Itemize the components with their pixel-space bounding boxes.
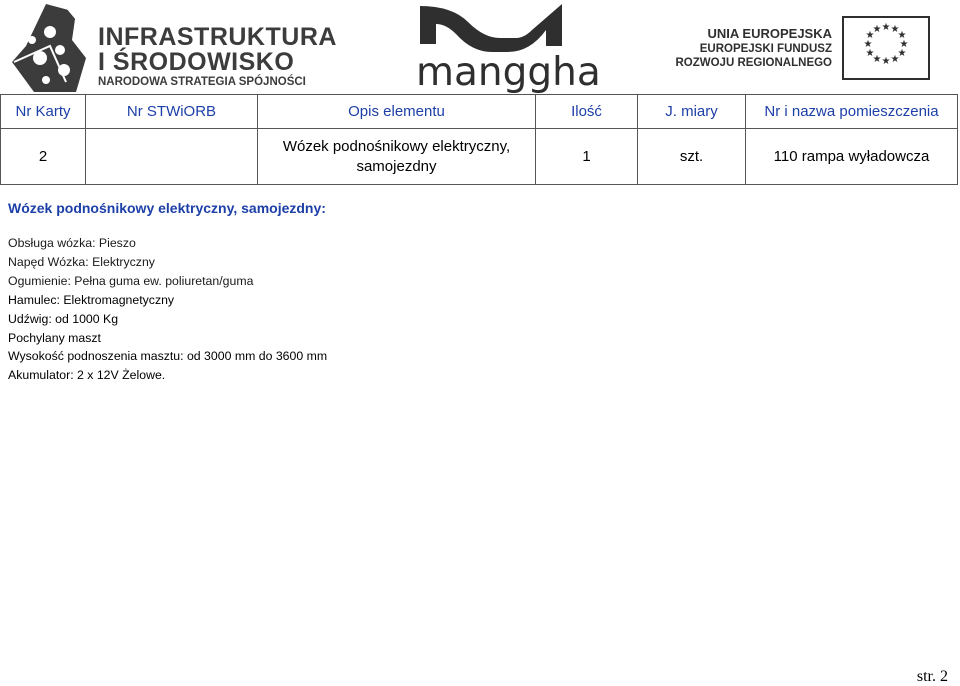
spec-item: Ogumienie: Pełna guma ew. poliuretan/guma bbox=[8, 273, 254, 288]
cell-nr-stwiorb bbox=[86, 129, 258, 185]
svg-text:★: ★ bbox=[890, 24, 900, 35]
svg-text:★: ★ bbox=[865, 48, 875, 59]
cell-pomieszczenie: 110 rampa wyładowcza bbox=[746, 129, 958, 185]
cell-j-miary: szt. bbox=[638, 129, 746, 185]
table-row bbox=[1, 129, 958, 185]
cell-ilosc: 1 bbox=[536, 129, 638, 185]
logo-is-line1: INFRASTRUKTURA bbox=[98, 23, 337, 51]
spec-item: Pochylany maszt bbox=[8, 330, 101, 345]
svg-text:★: ★ bbox=[872, 24, 882, 35]
spec-item: Akumulator: 2 x 12V Żelowe. bbox=[8, 368, 166, 383]
svg-text:★: ★ bbox=[881, 56, 891, 67]
svg-text:★: ★ bbox=[897, 48, 907, 59]
spec-item: Obsługa wózka: Pieszo bbox=[8, 236, 136, 250]
svg-text:★: ★ bbox=[863, 39, 873, 50]
header-logos bbox=[0, 0, 960, 94]
nss-emblem-icon bbox=[6, 2, 90, 94]
logo-manggha bbox=[412, 0, 601, 95]
col-opis-elementu: Opis elementu bbox=[258, 95, 536, 129]
svg-text:★: ★ bbox=[865, 30, 875, 41]
items-table bbox=[0, 94, 958, 185]
description-title: Wózek podnośnikowy elektryczny, samojezdny: bbox=[8, 200, 326, 216]
svg-text:★: ★ bbox=[890, 54, 900, 65]
logo-eu-line1: UNIA EUROPEJSKA bbox=[707, 26, 832, 41]
svg-text:★: ★ bbox=[897, 30, 907, 41]
cell-opis-elementu: Wózek podnośnikowy elektryczny, samojezdny bbox=[258, 129, 536, 185]
table-header-row bbox=[1, 95, 958, 129]
logo-is-subtitle: NARODOWA STRATEGIA SPÓJNOŚCI bbox=[98, 76, 306, 88]
svg-text:★: ★ bbox=[881, 22, 891, 33]
svg-text:★: ★ bbox=[899, 39, 909, 50]
logo-infrastruktura-srodowisko bbox=[6, 2, 337, 94]
spec-item: Hamulec: Elektromagnetyczny bbox=[8, 292, 175, 307]
logo-manggha-word: manggha bbox=[416, 50, 601, 95]
svg-text:★: ★ bbox=[872, 54, 882, 65]
spec-item: Napęd Wózka: Elektryczny bbox=[8, 254, 155, 269]
logo-eu-line2: EUROPEJSKI FUNDUSZ bbox=[699, 43, 832, 55]
col-ilosc: Ilość bbox=[536, 95, 638, 129]
page-number: str. 2 bbox=[916, 668, 948, 685]
logo-is-line2: I ŚRODOWISKO bbox=[98, 48, 295, 76]
spec-item: Udźwig: od 1000 Kg bbox=[8, 311, 119, 326]
col-nr-stwiorb: Nr STWiORB bbox=[86, 95, 258, 129]
eu-flag-icon bbox=[842, 16, 930, 80]
spec-item: Wysokość podnoszenia masztu: od 3000 mm do 3600 mm bbox=[8, 349, 328, 364]
col-nr-karty: Nr Karty bbox=[1, 95, 86, 129]
logo-eu-line3: ROZWOJU REGIONALNEGO bbox=[675, 57, 832, 69]
logo-unia-europejska bbox=[672, 16, 930, 82]
col-j-miary: J. miary bbox=[638, 95, 746, 129]
col-pomieszczenie: Nr i nazwa pomieszczenia bbox=[746, 95, 958, 129]
cell-nr-karty: 2 bbox=[1, 129, 86, 185]
spec-list bbox=[8, 234, 327, 385]
